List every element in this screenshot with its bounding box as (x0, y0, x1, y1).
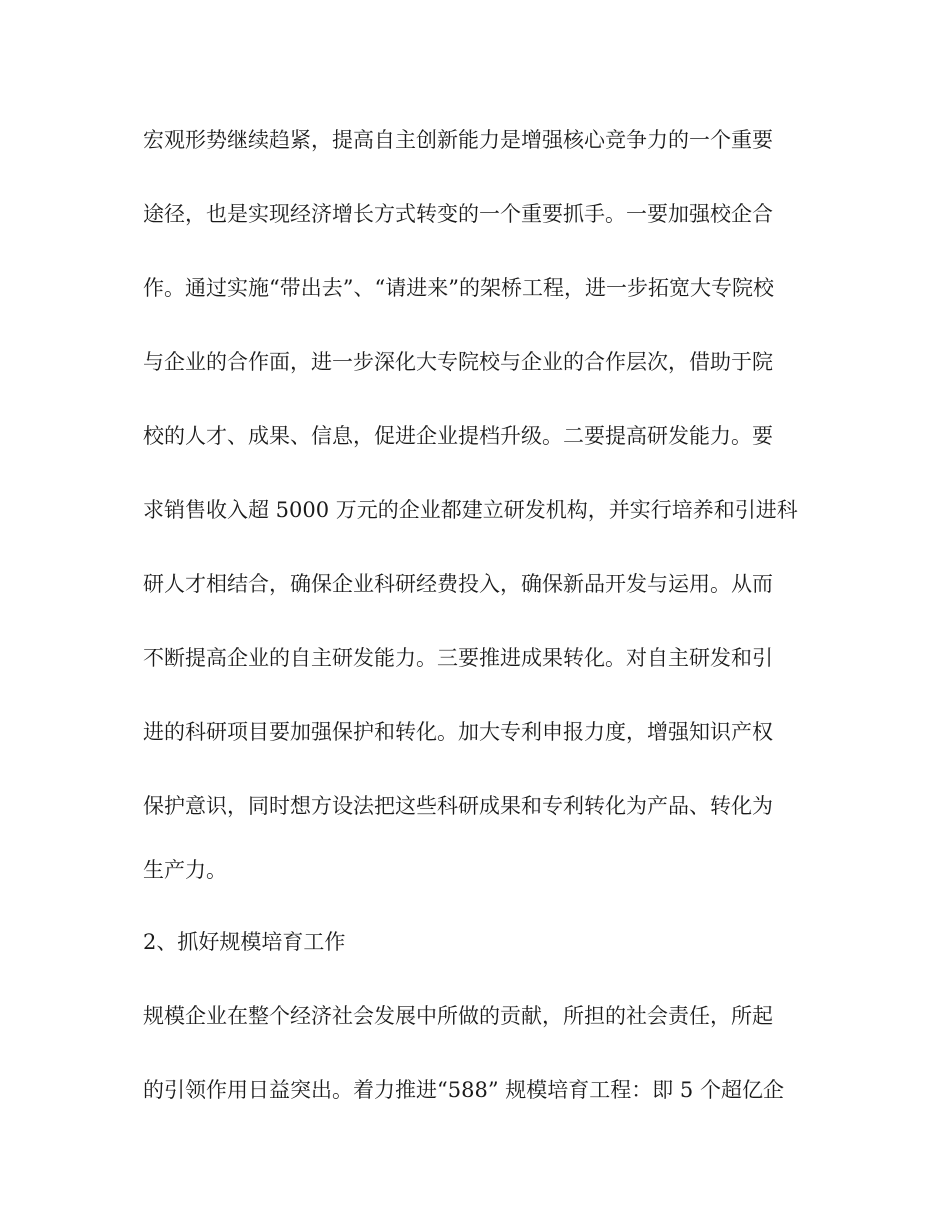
paragraph-line: 保护意识，同时想方设法把这些科研成果和专利转化为产品、转化为 (143, 794, 773, 818)
paragraph-line: 研人才相结合，确保企业科研经费投入，确保新品开发与运用。从而 (143, 572, 773, 596)
paragraph-line: 途径，也是实现经济增长方式转变的一个重要抓手。一要加强校企合 (143, 202, 773, 226)
section-heading: 2、抓好规模培育工作 (143, 930, 346, 954)
paragraph-line: 不断提高企业的自主研发能力。三要推进成果转化。对自主研发和引 (143, 646, 773, 670)
paragraph-line: 与企业的合作面，进一步深化大专院校与企业的合作层次，借助于院 (143, 350, 773, 374)
paragraph-line: 的引领作用日益突出。着力推进“588” 规模培育工程：即 5 个超亿企 (143, 1078, 784, 1102)
paragraph-line: 求销售收入超 5000 万元的企业都建立研发机构，并实行培养和引进科 (143, 498, 798, 522)
paragraph-line: 校的人才、成果、信息，促进企业提档升级。二要提高研发能力。要 (143, 424, 773, 448)
paragraph-line: 生产力。 (143, 858, 227, 882)
paragraph-line: 进的科研项目要加强保护和转化。加大专利申报力度，增强知识产权 (143, 720, 773, 744)
paragraph-line: 规模企业在整个经济社会发展中所做的贡献，所担的社会责任，所起 (143, 1004, 773, 1028)
paragraph-line: 宏观形势继续趋紧，提高自主创新能力是增强核心竞争力的一个重要 (143, 128, 773, 152)
paragraph-line: 作。通过实施“带出去”、“请进来”的架桥工程，进一步拓宽大专院校 (143, 276, 774, 300)
